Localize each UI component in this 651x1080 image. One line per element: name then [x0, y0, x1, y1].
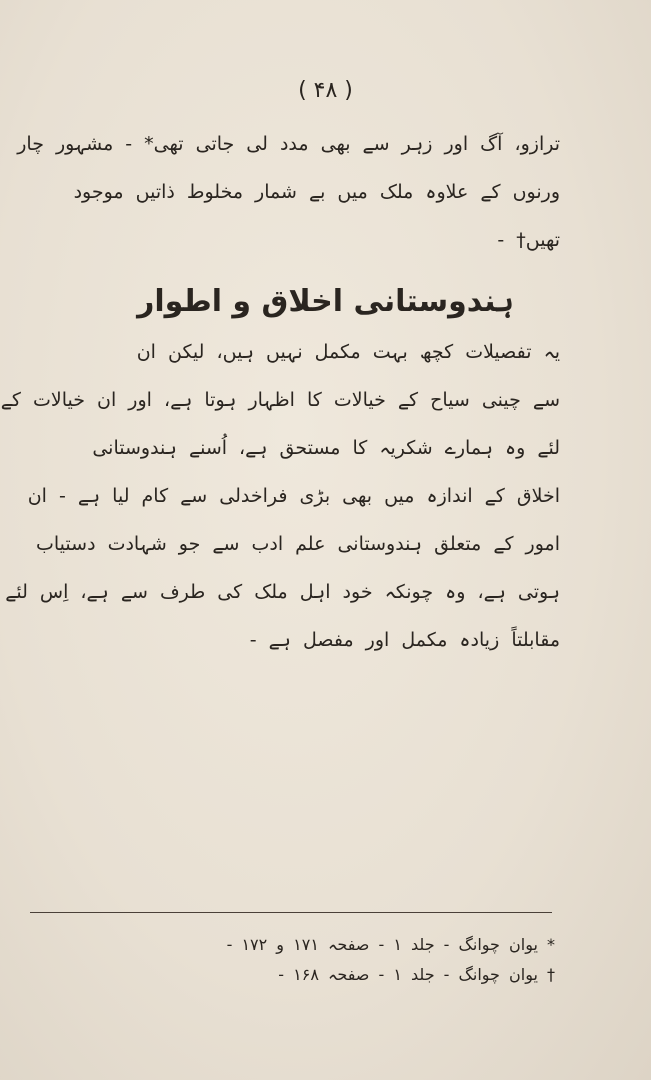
- paragraph-line: تھیں† -: [497, 229, 560, 251]
- paragraph-line: یہ تفصیلات کچھ بہت مکمل نہیں ہیں، لیکن ان: [136, 341, 560, 363]
- footnote-divider: [30, 912, 552, 913]
- paragraph-line: مقابلتاً زیادہ مکمل اور مفصل ہے -: [249, 629, 560, 651]
- paragraph-1: [17, 120, 560, 264]
- footnote: † یوان چوانگ - جلد ۱ - صفحہ ۱۶۸ -: [278, 965, 555, 984]
- paragraph-line: ورنوں کے علاوہ ملک میں بے شمار مخلوط ذاتیں موجود: [73, 181, 560, 203]
- paragraph-line: ترازو، آگ اور زہر سے بھی مدد لی جاتی تھی* - مشہور چار: [17, 133, 560, 155]
- footnote: * یوان چوانگ - جلد ۱ - صفحہ ۱۷۱ و ۱۷۲ -: [226, 935, 555, 954]
- section-heading: ہندوستانی اخلاق و اطوار: [137, 284, 514, 319]
- paragraph-line: ہوتی ہے، وہ چونکہ خود اہل ملک کی طرف سے ہے، اِس لئے: [5, 581, 560, 603]
- paragraph-line: سے چینی سیاح کے خیالات کا اظہار ہوتا ہے، اور ان خیالات کے: [0, 389, 560, 411]
- footnotes: [30, 930, 555, 990]
- paragraph-2: [0, 328, 560, 664]
- page-number: ( ۴۸ ): [298, 78, 353, 103]
- paragraph-line: امور کے متعلق ہندوستانی علم ادب سے جو شہادت دستیاب: [36, 533, 560, 555]
- paragraph-line: اخلاق کے اندازہ میں بھی بڑی فراخدلی سے کام لیا ہے - ان: [27, 485, 560, 507]
- paragraph-line: لئے وہ ہمارے شکریہ کا مستحق ہے، اُسنے ہندوستانی: [92, 437, 560, 459]
